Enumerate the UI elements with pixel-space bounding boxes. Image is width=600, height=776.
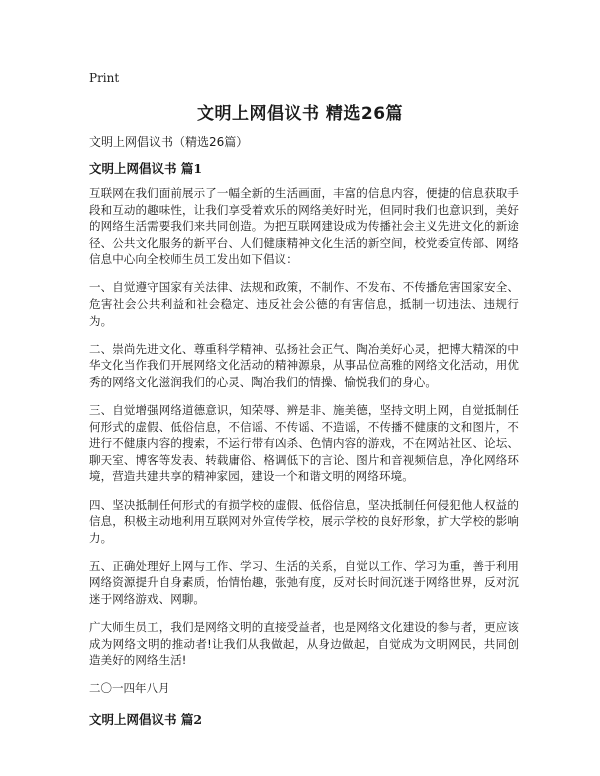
print-link[interactable]: Print — [89, 71, 120, 85]
section-heading-2: 文明上网倡议书 篇2 — [89, 712, 203, 728]
document-date: 二〇一四年八月 — [89, 681, 170, 696]
section-heading-1: 文明上网倡议书 篇1 — [89, 161, 203, 176]
paragraph-point-4: 四、坚决抵制任何形式的有损学校的虚假、低俗信息，坚决抵制任何侵犯他人权益的信息，积极主动地利用互联网对外宣传学校，展示学校的良好形象，扩大学校的影响力。 — [89, 497, 519, 545]
document-body — [89, 134, 519, 736]
paragraph-point-5: 五、正确处理好上网与工作、学习、生活的关系，自觉以工作、学习为重，善于利用网络资源提升自身素质，怡情怡趣，张弛有度，反对长时间沉迷于网络世界，反对沉迷于网络游戏、网聊。 — [89, 558, 519, 606]
page-title: 文明上网倡议书 精选26篇 — [196, 104, 404, 124]
paragraph-point-3: 三、自觉增强网络道德意识，知荣辱、辨是非、施美德，坚持文明上网，自觉抵制任何形式的虚假、低俗信息，不信谣、不传谣、不造谣，不传播不健康的文和图片，不进行不健康内容的搜索，不运行带有凶杀、色情内容的游戏，不在网站社区、论坛、聊天室、博客等发表、转载庸俗、格调低下的言论、图片和音视频信息，净化网络环境，营造共建共享的精神家园，建设一个和谐文明的网络环境。 — [89, 403, 519, 484]
document-subtitle: 文明上网倡议书（精选26篇） — [89, 135, 249, 149]
paragraph-point-2: 二、崇尚先进文化、尊重科学精神、弘扬社会正气、陶冶美好心灵，把博大精深的中华文化当作我们开展网络文化活动的精神源泉，从事品位高雅的网络文化活动，用优秀的网络文化滋润我们的心灵、陶冶我们的情操、愉悦我们的身心。 — [89, 341, 519, 389]
paragraph-intro: 互联网在我们面前展示了一幅全新的生活画面，丰富的信息内容，便捷的信息获取手段和互动的趣味性，让我们享受着欢乐的网络美好时光，但同时我们也意识到，美好的网络生活需要我们来共同创造。为把互联网建设成为传播社会主义先进文化的新途径、公共文化服务的新平台、人们健康精神文化生活的新空间，校党委宣传部、网络信息中心向全校师生员工发出如下倡议： — [89, 186, 519, 267]
paragraph-point-1: 一、自觉遵守国家有关法律、法规和政策，不制作、不发布、不传播危害国家安全、危害社会公共利益和社会稳定、违反社会公德的有害信息，抵制一切违法、违规行为。 — [89, 280, 519, 328]
paragraph-closing: 广大师生员工，我们是网络文明的直接受益者，也是网络文化建设的参与者，更应该成为网络文明的推动者!让我们从我做起，从身边做起，自觉成为文明网民，共同创造美好的网络生活! — [89, 620, 519, 668]
